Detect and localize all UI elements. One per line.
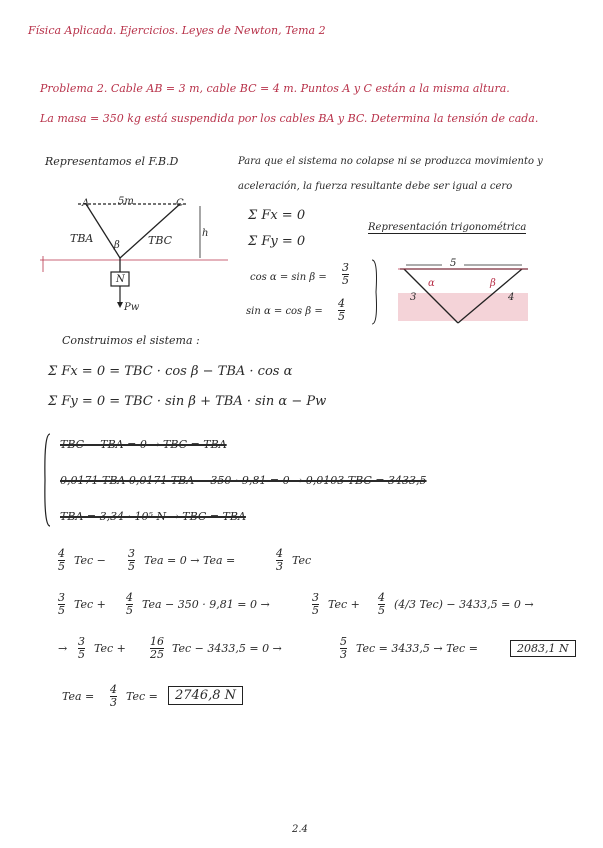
sol3-arrow: → <box>58 642 68 655</box>
equation-sum-fx: Σ Fx = 0 = TBC · cos β − TBA · cos α <box>48 364 293 379</box>
tri-label-5: 5 <box>450 258 457 269</box>
sol1-frac-4-5: $\frac{4}{5}$ <box>58 547 65 573</box>
sin-alpha: sin α = cos β = <box>246 306 323 317</box>
sol2-frac-3-5: $\frac{3}{5}$ <box>58 591 65 617</box>
sol3-frac-3-5: $\frac{3}{5}$ <box>78 635 85 661</box>
sum-fx: Σ Fx = 0 <box>248 208 306 223</box>
page-header: Física Aplicada. Ejercicios. Leyes de Newton, Tema 2 <box>28 24 326 37</box>
system-intro: Construimos el sistema : <box>62 334 200 347</box>
sol4-part-b: Tec = <box>126 690 158 703</box>
fbd-title: Representamos el F.B.D <box>45 155 179 168</box>
conditions-text-1: Para que el sistema no colapse ni se produzca movimiento y <box>238 156 543 167</box>
fbd-label-pw: Pw <box>124 302 140 313</box>
equation-sum-fy: Σ Fy = 0 = TBC · sin β + TBA · sin α − Pw <box>48 394 327 409</box>
tri-label-4: 4 <box>508 292 515 303</box>
fbd-label-tbc: TBC <box>148 234 173 247</box>
fbd-label-beta: β <box>114 240 120 251</box>
sol3-frac-5-3: $\frac{5}{3}$ <box>340 635 347 661</box>
struck-line-1: TBC − TBA = 0 → TBC = TBA <box>60 438 227 451</box>
sol1-part-b: Tea = 0 → Tea = <box>144 554 236 567</box>
struck-line-3: TBA = 3,34 · 10⁵ N → TBC = TBA <box>60 510 246 523</box>
sol2-frac-4-5b: $\frac{4}{5}$ <box>378 591 385 617</box>
sol1-part-a: Tec − <box>74 554 106 567</box>
tri-label-alpha: α <box>428 278 435 289</box>
sol2-part-b: Tea − 350 · 9,81 = 0 → <box>142 598 270 611</box>
trig-title: Representación trigonométrica <box>368 222 527 233</box>
sol1-frac-4-3: $\frac{4}{3}$ <box>276 547 283 573</box>
sol1-frac-3-5: $\frac{3}{5}$ <box>128 547 135 573</box>
tri-label-beta: β <box>490 278 496 289</box>
cos-alpha: cos α = sin β = <box>250 272 327 283</box>
sol2-frac-4-5: $\frac{4}{5}$ <box>126 591 133 617</box>
system-brace <box>42 432 52 528</box>
tri-label-3: 3 <box>410 292 417 303</box>
sum-fy: Σ Fy = 0 <box>248 234 306 249</box>
fraction-4-5: $\frac{4}{5}$ <box>338 297 345 323</box>
sol3-frac-16-25: $\frac{16}{25}$ <box>150 635 164 661</box>
result-tbc: 2083,1 N <box>510 640 576 657</box>
sol3-part-b: Tec + <box>94 642 126 655</box>
sol1-part-c: Tec <box>292 554 312 567</box>
bracket <box>370 258 380 328</box>
fbd-diagram <box>38 190 238 320</box>
fbd-label-tba: TBA <box>70 232 94 245</box>
fbd-label-a: A <box>82 198 90 209</box>
fbd-label-n: N <box>116 274 125 285</box>
sol2-part-a: Tec + <box>74 598 106 611</box>
sol4-part-a: Tea = <box>62 690 95 703</box>
problem-line-1: Problema 2. Cable AB = 3 m, cable BC = 4 m. Puntos A y C están a la misma altura. <box>40 82 510 95</box>
fbd-label-h: h <box>202 228 209 239</box>
problem-line-2: La masa = 350 kg está suspendida por los cables BA y BC. Determina la tensión de cada. <box>40 112 539 125</box>
sol3-part-d: Tec = 3433,5 → Tec = <box>356 642 478 655</box>
result-tba: 2746,8 N <box>168 686 243 705</box>
sol2-part-d: (4/3 Tec) − 3433,5 = 0 → <box>394 598 534 611</box>
sol4-frac-4-3: $\frac{4}{3}$ <box>110 683 117 709</box>
page-number: 2.4 <box>292 824 308 835</box>
struck-line-2: 0,0171 TBA 0,0171 TBA − 350 · 9,81 = 0 → 0,0103 TBC = 3433,5 <box>60 474 427 487</box>
sol3-part-c: Tec − 3433,5 = 0 → <box>172 642 282 655</box>
fbd-label-c: C <box>176 198 184 209</box>
conditions-text-2: aceleración, la fuerza resultante debe ser igual a cero <box>238 181 513 192</box>
fraction-3-5: $\frac{3}{5}$ <box>342 261 349 287</box>
sol2-frac-3-5b: $\frac{3}{5}$ <box>312 591 319 617</box>
sol2-part-c: Tec + <box>328 598 360 611</box>
fbd-label-5m: 5m <box>118 196 134 207</box>
